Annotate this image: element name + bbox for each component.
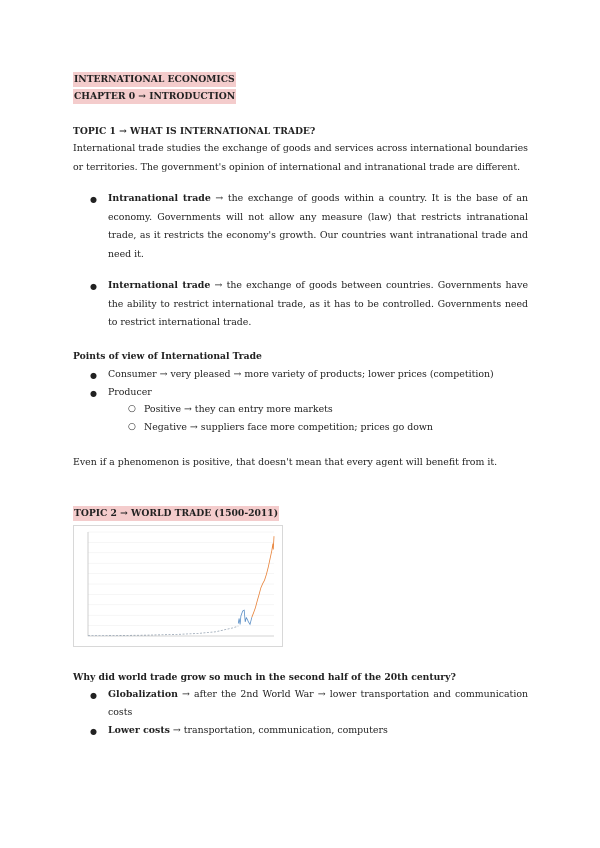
bullet-dot-icon: ● bbox=[90, 282, 97, 291]
bullet-dot-icon: ● bbox=[90, 371, 97, 380]
world-trade-chart-svg bbox=[74, 526, 282, 646]
pov-heading: Points of view of International Trade bbox=[73, 351, 262, 362]
bullet-dot-icon: ● bbox=[90, 389, 97, 398]
chart-series-historical bbox=[238, 610, 252, 624]
document-header bbox=[73, 72, 528, 104]
bullet-dot-icon: ● bbox=[90, 691, 97, 700]
reason-description: → after the 2nd World War → lower transportation and communication costs bbox=[108, 689, 528, 718]
producer-positive bbox=[128, 401, 528, 418]
bullet-international bbox=[90, 277, 528, 333]
reason-term: Globalization bbox=[108, 689, 178, 700]
circle-bullet-icon: ○ bbox=[128, 422, 136, 432]
bullet-dot-icon: ● bbox=[90, 727, 97, 736]
sub-item-text: Negative → suppliers face more competition; prices go down bbox=[144, 422, 433, 433]
reason-lower-costs bbox=[90, 722, 528, 741]
sub-item-text: Positive → they can entry more markets bbox=[144, 404, 333, 415]
chart-series-baseline bbox=[88, 626, 238, 636]
bullet-intranational bbox=[90, 190, 528, 264]
world-trade-chart bbox=[73, 525, 283, 647]
topic2-question: Why did world trade grow so much in the second half of the 20th century? bbox=[73, 672, 456, 683]
producer-negative bbox=[128, 419, 528, 436]
bullet-term: Intranational trade bbox=[108, 193, 211, 204]
bullet-description: → the exchange of goods between countries. Governments have the ability to restrict international trade, as it has to be controlled. Governments need to restrict international trade. bbox=[108, 280, 528, 329]
pov-item-text: Producer bbox=[108, 387, 152, 398]
chapter-title: CHAPTER 0 → INTRODUCTION bbox=[74, 91, 236, 103]
bullet-dot-icon: ● bbox=[90, 195, 97, 204]
circle-bullet-icon: ○ bbox=[128, 404, 136, 414]
topic1-intro: International trade studies the exchange of goods and services across international boundaries or territories. The government's opinion of international and intranational trade are different. bbox=[73, 143, 528, 173]
reason-description: → transportation, communication, computers bbox=[169, 725, 388, 736]
pov-item-text: Consumer → very pleased → more variety of products; lower prices (competition) bbox=[108, 369, 494, 380]
topic2-heading-wrap bbox=[73, 506, 528, 521]
reason-term: Lower costs bbox=[108, 725, 170, 736]
reason-globalization bbox=[90, 686, 528, 721]
bullet-description: → the exchange of goods within a country. It is the base of an economy. Governments will not allow any measure (law) that restricts intranational trade, as it restricts the economy's growth. Our countries want intranational trade and need it. bbox=[108, 193, 528, 260]
topic1-heading: TOPIC 1 → WHAT IS INTERNATIONAL TRADE? bbox=[73, 126, 316, 137]
pov-item-consumer bbox=[90, 366, 528, 385]
topic2-heading: TOPIC 2 → WORLD TRADE (1500-2011) bbox=[74, 508, 279, 519]
document-title: INTERNATIONAL ECONOMICS bbox=[74, 74, 235, 85]
chart-series-recent bbox=[252, 536, 274, 617]
bullet-term: International trade bbox=[108, 280, 211, 291]
closing-remark: Even if a phenomenon is positive, that doesn't mean that every agent will benefit from it. bbox=[73, 457, 498, 468]
